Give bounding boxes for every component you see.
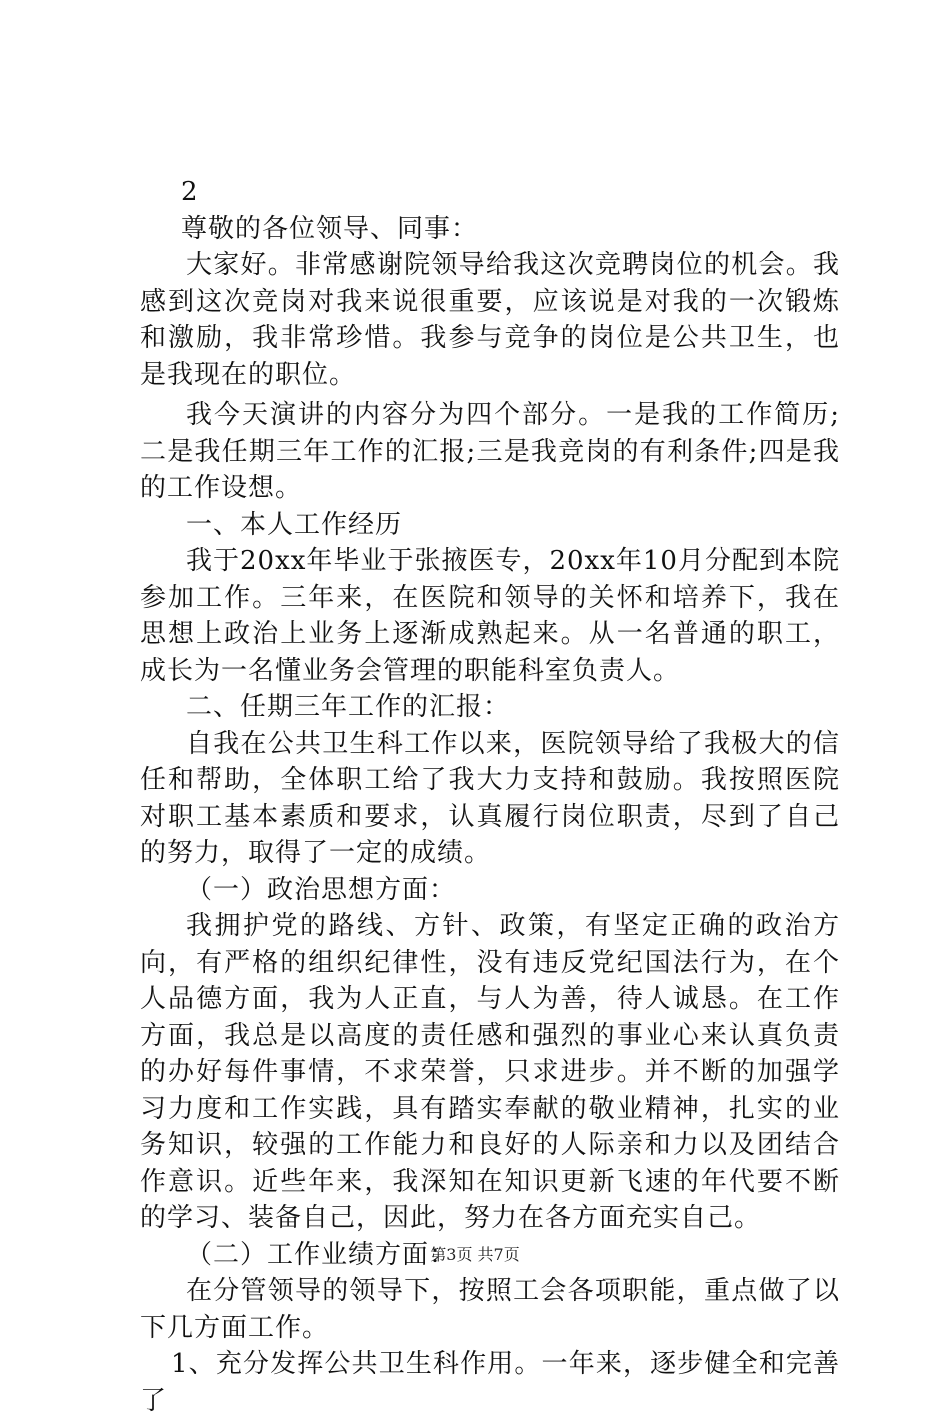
section-heading-experience: 一、本人工作经历	[186, 509, 403, 540]
page-footer: 第3页 共7页	[430, 1245, 520, 1264]
paragraph-experience: 我于20xx年毕业于张掖医专，20xx年10月分配到本院参加工作。三年来，在医院和领导的关怀和培养下，我在思想上政治上业务上逐渐成熟起来。从一名普通的职工，成长为一名懂业务会管理的职能科室负责人。	[140, 546, 840, 686]
subsection-heading-political: （一）政治思想方面：	[186, 874, 457, 905]
document-body	[140, 174, 840, 1419]
paragraph-performance: 在分管领导的领导下，按照工会各项职能，重点做了以下几方面工作。	[140, 1276, 840, 1343]
subsection-heading-performance: （二）工作业绩方面：	[186, 1239, 457, 1270]
section-heading-report: 二、任期三年工作的汇报：	[186, 692, 511, 722]
paragraph-intro: 大家好。非常感谢院领导给我这次竞聘岗位的机会。我感到这次竞岗对我来说很重要，应该说是对我的一次锻炼和激励，我非常珍惜。我参与竞争的岗位是公共卫生，也是我现在的职位。	[140, 250, 840, 390]
paragraph-outline: 我今天演讲的内容分为四个部分。一是我的工作简历;二是我任期三年工作的汇报;三是我竞岗的有利条件;四是我的工作设想。	[140, 400, 840, 503]
section-number: 2	[181, 177, 199, 207]
list-item-public-health: 1、充分发挥公共卫生科作用。一年来，逐步健全和完善了	[140, 1349, 840, 1416]
paragraph-report: 自我在公共卫生科工作以来，医院领导给了我极大的信任和帮助，全体职工给了我大力支持和鼓励。我按照医院对职工基本素质和要求，认真履行岗位职责，尽到了自己的努力，取得了一定的成绩。	[140, 728, 840, 868]
salutation: 尊敬的各位领导、同事：	[181, 213, 479, 244]
paragraph-political: 我拥护党的路线、方针、政策，有坚定正确的政治方向，有严格的组织纪律性，没有违反党纪国法行为，在个人品德方面，我为人正直，与人为善，待人诚恳。在工作方面，我总是以高度的责任感和强烈的事业心来认真负责的办好每件事情，不求荣誉，只求进步。并不断的加强学习力度和工作实践，具有踏实奉献的敬业精神，扎实的业务知识，较强的工作能力和良好的人际亲和力以及团结合作意识。近些年来，我深知在知识更新飞速的年代要不断的学习、装备自己，因此，努力在各方面充实自己。	[140, 911, 840, 1233]
